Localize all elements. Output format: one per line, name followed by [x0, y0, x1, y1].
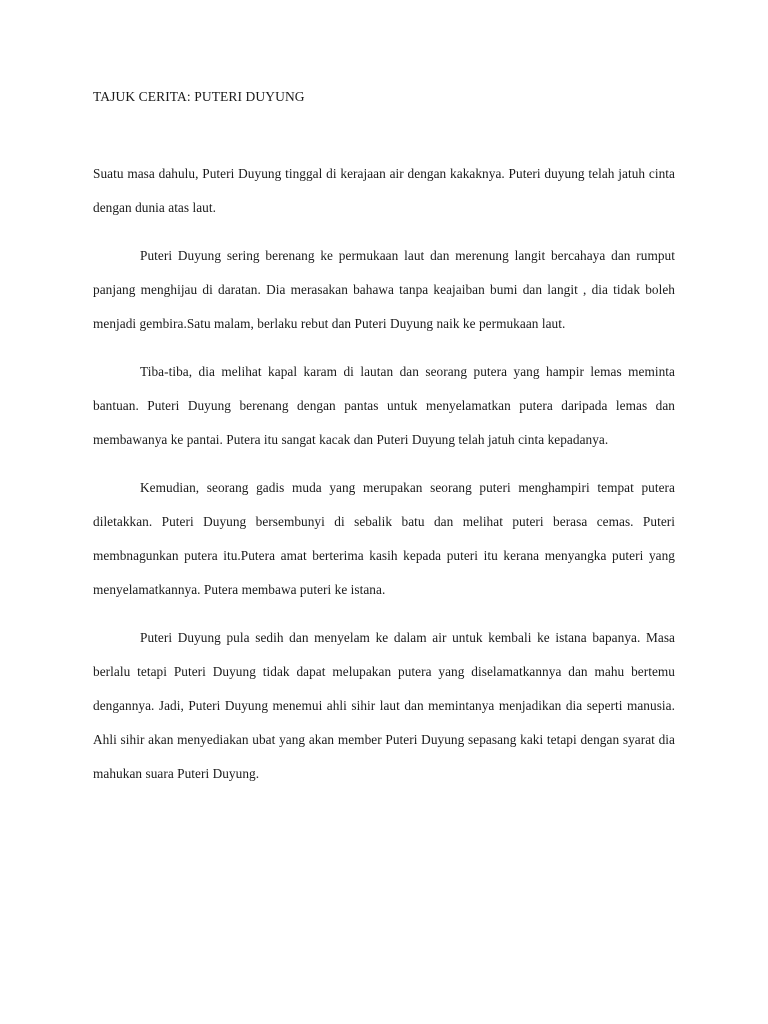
paragraph-2: Puteri Duyung sering berenang ke permukaan laut dan merenung langit bercahaya dan rumput panjang menghijau di daratan. Dia merasakan bahawa tanpa keajaiban bumi dan langit , dia tidak boleh menjadi gembira.Satu malam, berlaku rebut dan Puteri Duyung naik ke permukaan laut. — [93, 248, 675, 331]
story-title: TAJUK CERITA: PUTERI DUYUNG — [93, 89, 305, 104]
paragraph-3: Tiba-tiba, dia melihat kapal karam di lautan dan seorang putera yang hampir lemas meminta bantuan. Puteri Duyung berenang dengan pantas untuk menyelamatkan putera daripada lemas dan membawanya ke pantai. Putera itu sangat kacak dan Puteri Duyung telah jatuh cinta kepadanya. — [93, 364, 675, 447]
document-body — [93, 87, 675, 799]
paragraph-5: Puteri Duyung pula sedih dan menyelam ke dalam air untuk kembali ke istana bapanya. Masa berlalu tetapi Puteri Duyung tidak dapat melupakan putera yang diselamatkannya dan mahu bertemu dengannya. Jadi, Puteri Duyung menemui ahli sihir laut dan memintanya menjadikan dia seperti manusia. Ahli sihir akan menyediakan ubat yang akan member Puteri Duyung sepasang kaki tetapi dengan syarat dia mahukan suara Puteri Duyung. — [93, 630, 675, 781]
paragraph-1: Suatu masa dahulu, Puteri Duyung tinggal di kerajaan air dengan kakaknya. Puteri duyung telah jatuh cinta dengan dunia atas laut. — [93, 166, 675, 215]
paragraph-4: Kemudian, seorang gadis muda yang merupakan seorang puteri menghampiri tempat putera diletakkan. Puteri Duyung bersembunyi di sebalik batu dan melihat puteri berasa cemas. Puteri membnagunkan putera itu.Putera amat berterima kasih kepada puteri itu kerana menyangka puteri yang menyelamatkannya. Putera membawa puteri ke istana. — [93, 480, 675, 597]
